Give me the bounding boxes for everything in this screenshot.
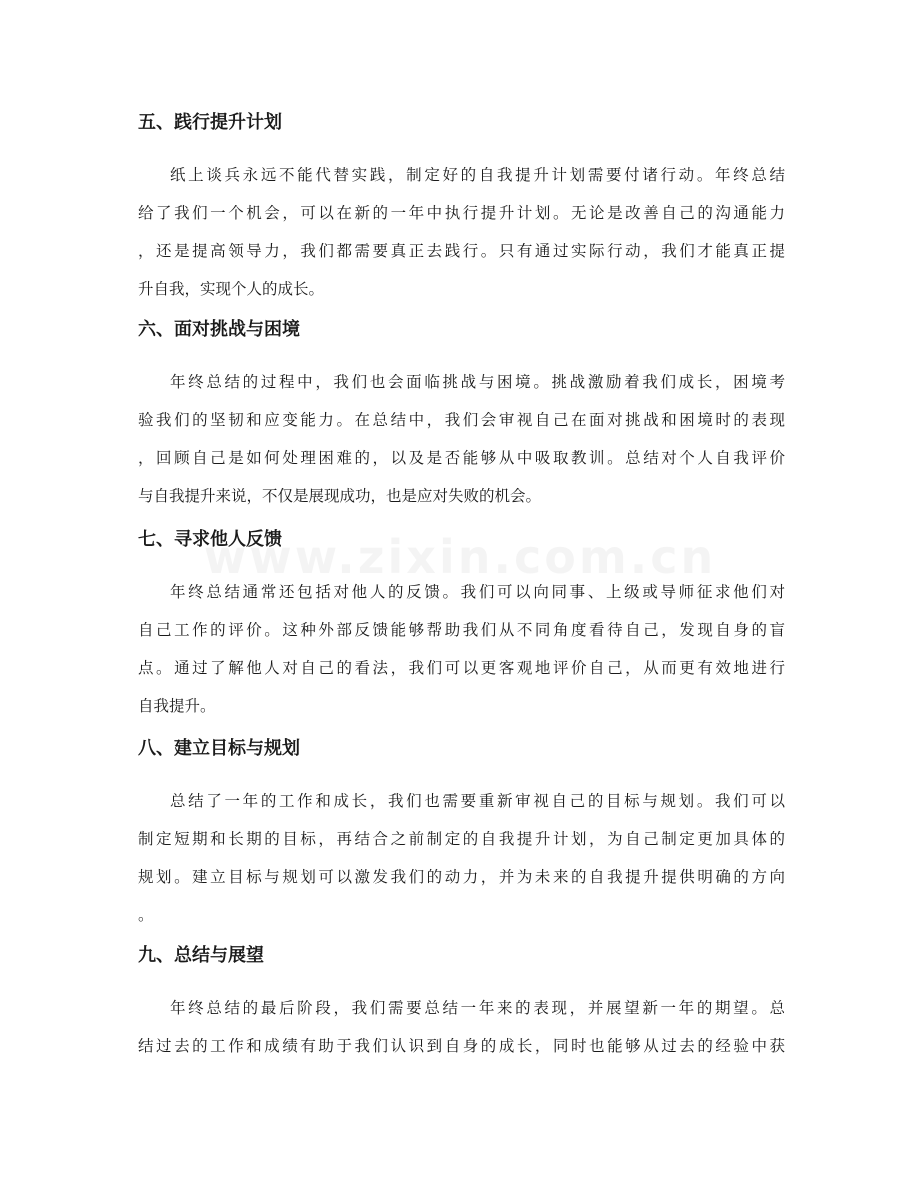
section-heading: 九、总结与展望 — [138, 945, 264, 966]
paragraph-line: 纸上谈兵永远不能代替实践，制定好的自我提升计划需要付诸行动。年终总结 — [170, 166, 785, 184]
paragraph-line: 年终总结通常还包括对他人的反馈。我们可以向同事、上级或导师征求他们对 — [170, 583, 785, 601]
paragraph-line: 给了我们一个机会，可以在新的一年中执行提升计划。无论是改善自己的沟通能力 — [138, 204, 785, 222]
section-heading: 七、寻求他人反馈 — [138, 529, 282, 550]
paragraph-line: 结过去的工作和成绩有助于我们认识到自身的成长，同时也能够从过去的经验中获 — [138, 1037, 785, 1055]
paragraph-line: 自我提升。 — [138, 697, 216, 715]
paragraph-line: 年终总结的最后阶段，我们需要总结一年来的表现，并展望新一年的期望。总 — [170, 999, 785, 1017]
paragraph-line: 规划。建立目标与规划可以激发我们的动力，并为未来的自我提升提供明确的方向 — [138, 868, 785, 886]
paragraph-line: ，还是提高领导力，我们都需要真正去践行。只有通过实际行动，我们才能真正提 — [138, 242, 785, 260]
section-heading: 八、建立目标与规划 — [138, 738, 300, 759]
section-heading: 五、践行提升计划 — [138, 112, 282, 133]
paragraph-line: 点。通过了解他人对自己的看法，我们可以更客观地评价自己，从而更有效地进行 — [138, 659, 785, 677]
paragraph-line: 年终总结的过程中，我们也会面临挑战与困境。挑战激励着我们成长，困境考 — [170, 373, 785, 391]
paragraph-line: 。 — [138, 906, 154, 924]
paragraph-line: 总结了一年的工作和成长，我们也需要重新审视自己的目标与规划。我们可以 — [170, 792, 785, 810]
paragraph-line: 自己工作的评价。这种外部反馈能够帮助我们从不同角度看待自己，发现自身的盲 — [138, 621, 785, 639]
paragraph-line: 制定短期和长期的目标，再结合之前制定的自我提升计划，为自己制定更加具体的 — [138, 830, 785, 848]
section-heading: 六、面对挑战与困境 — [138, 319, 300, 340]
paragraph-line: 与自我提升来说，不仅是展现成功，也是应对失败的机会。 — [138, 487, 542, 505]
paragraph-line: ，回顾自己是如何处理困难的，以及是否能够从中吸取教训。总结对个人自我评价 — [138, 449, 785, 467]
paragraph-line: 验我们的坚韧和应变能力。在总结中，我们会审视自己在面对挑战和困境时的表现 — [138, 411, 785, 429]
paragraph-line: 升自我，实现个人的成长。 — [138, 280, 325, 298]
